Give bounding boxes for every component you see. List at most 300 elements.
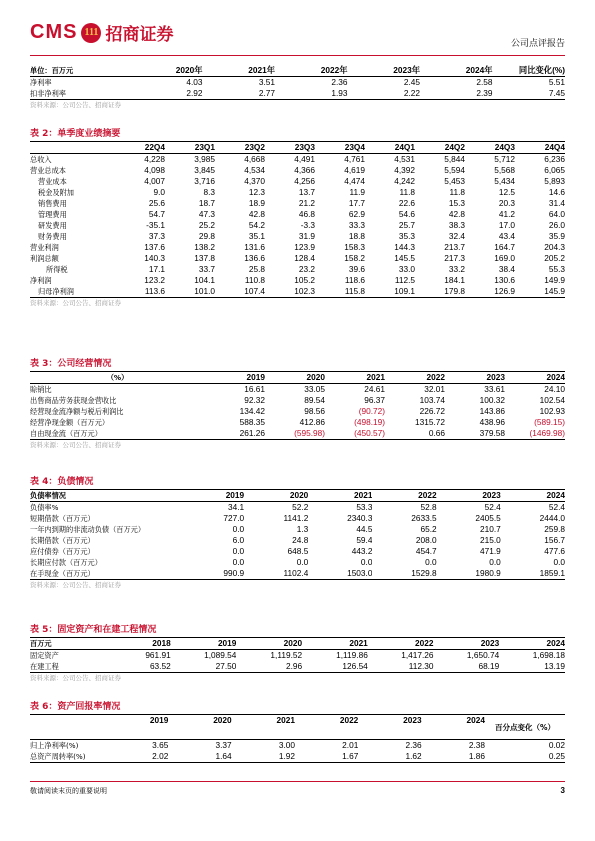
- table-cell: 4,534: [244, 165, 265, 175]
- table-cell: 727.0: [223, 513, 245, 523]
- table-cell: (1469.98): [505, 428, 565, 440]
- table-cell: 1.3: [296, 524, 309, 534]
- table-cell: 1315.72: [415, 417, 445, 427]
- table-cell: 12.5: [498, 187, 515, 197]
- table-cell: 11.9: [349, 187, 365, 197]
- column-header: 2021: [302, 638, 368, 650]
- column-header: 24Q3: [465, 142, 515, 154]
- table-row: [30, 77, 565, 89]
- table-cell: 4,491: [294, 154, 315, 164]
- table-cell: 44.5: [356, 524, 373, 534]
- column-header: 2023: [434, 638, 500, 650]
- column-header: 同比变化(%): [493, 65, 566, 77]
- table-cell: (589.15): [534, 417, 565, 427]
- net-margin-section: [30, 65, 565, 111]
- table-cell: 143.86: [479, 406, 505, 416]
- table-row: [30, 187, 565, 198]
- column-header: 2023: [358, 715, 421, 740]
- column-header: 2021: [325, 372, 385, 384]
- table-cell: 33.2: [448, 264, 465, 274]
- table-cell: 55.3: [548, 264, 565, 274]
- column-header: 23Q2: [215, 142, 265, 154]
- column-header: [30, 715, 105, 740]
- liabilities-table: [30, 489, 565, 580]
- table-cell: (498.19): [354, 417, 385, 427]
- table-cell: 25.8: [248, 264, 265, 274]
- table-cell: 438.96: [479, 417, 505, 427]
- source-note: 资料来源：公司公告、招商证券: [30, 101, 121, 109]
- table-cell: 26.0: [548, 220, 565, 230]
- table-cell: 0.0: [296, 557, 309, 567]
- table-cell: 2.39: [420, 88, 493, 100]
- table-cell: 123.9: [294, 242, 315, 252]
- table-cell: 204.3: [544, 242, 565, 252]
- table-cell: 3,845: [194, 165, 215, 175]
- row-label: 出售商品劳务获现金营收比: [30, 396, 117, 405]
- liabilities-section: [30, 476, 565, 591]
- column-header: 单位：百万元: [30, 65, 130, 77]
- column-header: 2020: [168, 715, 231, 740]
- table-cell: 104.1: [194, 275, 215, 285]
- table-cell: 5,453: [444, 176, 465, 186]
- net-margin-table: [30, 65, 565, 100]
- fixed-assets-section: [30, 624, 565, 684]
- table-cell: 1.62: [358, 751, 421, 763]
- table-cell: 35.3: [398, 231, 415, 241]
- table-cell: (595.98): [265, 428, 325, 440]
- table-cell: 33.0: [398, 264, 415, 274]
- table-cell: 2.77: [203, 88, 276, 100]
- column-header: 24Q1: [365, 142, 415, 154]
- table-title: 表 6：资产回报率情况: [30, 702, 121, 712]
- table-cell: 47.3: [198, 209, 215, 219]
- column-header: 2019: [105, 715, 168, 740]
- column-header: [30, 142, 115, 154]
- logo-chinese-name: 招商证券: [105, 25, 174, 45]
- table-cell: 109.1: [365, 286, 415, 298]
- table-cell: 102.93: [539, 406, 565, 416]
- column-header: 2020: [244, 490, 308, 502]
- table-cell: 126.54: [302, 661, 368, 673]
- table-cell: 14.6: [548, 187, 565, 197]
- row-label: 经营净现金额（百万元）: [30, 418, 110, 427]
- table-cell: 1,417.26: [401, 650, 434, 660]
- table-cell: 588.35: [239, 417, 265, 427]
- table-cell: 65.2: [420, 524, 437, 534]
- column-header: 22Q4: [115, 142, 165, 154]
- table-cell: 184.1: [444, 275, 465, 285]
- table-cell: 12.3: [248, 187, 265, 197]
- table-cell: 0.0: [425, 557, 437, 567]
- table-cell: 18.7: [198, 198, 215, 208]
- row-label: 营业总成本: [30, 166, 66, 175]
- table-cell: 34.1: [228, 502, 245, 512]
- column-header: 2021: [308, 490, 372, 502]
- table-cell: 2.92: [130, 88, 203, 100]
- column-header: 2024: [501, 490, 565, 502]
- table-cell: 6,065: [544, 165, 565, 175]
- row-label: 净利率: [30, 78, 52, 87]
- table-row: [30, 176, 565, 187]
- column-header: 2022: [372, 490, 436, 502]
- table-cell: 138.2: [194, 242, 215, 252]
- column-header: 2023: [445, 372, 505, 384]
- operations-table: [30, 371, 565, 440]
- column-header: 2019: [171, 638, 237, 650]
- row-label: 营业利润: [30, 243, 59, 252]
- table-cell: 52.4: [548, 502, 565, 512]
- table-cell: 4,761: [344, 154, 365, 164]
- table-cell: 92.32: [244, 395, 265, 405]
- table-cell: 2.36: [405, 740, 422, 750]
- roa-table: [30, 714, 565, 763]
- table-cell: 259.8: [544, 524, 565, 534]
- table-cell: 112.30: [368, 661, 434, 673]
- logo-text: CMS: [30, 21, 78, 43]
- column-header: 2020: [265, 372, 325, 384]
- column-header: 2019: [180, 490, 244, 502]
- table-cell: (450.57): [325, 428, 385, 440]
- table-cell: 31.4: [548, 198, 565, 208]
- table-cell: 42.8: [248, 209, 265, 219]
- table-row: [30, 513, 565, 524]
- source-note: 资料来源：公司公告、招商证券: [30, 299, 121, 307]
- table-cell: 107.4: [215, 286, 265, 298]
- table-row: [30, 524, 565, 535]
- table-cell: 53.3: [356, 502, 373, 512]
- table-cell: 25.6: [148, 198, 165, 208]
- table-row: [30, 165, 565, 176]
- table-cell: 98.56: [304, 406, 325, 416]
- column-header: 2019: [205, 372, 265, 384]
- table-cell: 9.0: [153, 187, 165, 197]
- table-cell: 102.3: [265, 286, 315, 298]
- table-cell: 1859.1: [501, 568, 565, 580]
- table-cell: 20.3: [498, 198, 515, 208]
- table-cell: 3.51: [258, 77, 275, 87]
- row-label: 自由现金流（百万元）: [30, 428, 205, 440]
- table-cell: 37.3: [148, 231, 165, 241]
- table-cell: 443.2: [351, 546, 373, 556]
- row-label: 归上净利率(%): [30, 741, 79, 750]
- table-row: [30, 286, 565, 298]
- table-cell: 2340.3: [347, 513, 373, 523]
- table-row: [30, 546, 565, 557]
- table-cell: 89.54: [304, 395, 325, 405]
- table-cell: 5,568: [494, 165, 515, 175]
- table-cell: 2.01: [342, 740, 359, 750]
- row-label: 固定资产: [30, 651, 59, 660]
- row-label: 净利润: [30, 276, 52, 285]
- column-header: 2022年: [275, 65, 348, 77]
- table-cell: 13.7: [298, 187, 315, 197]
- company-logo: [30, 20, 173, 45]
- table-cell: 0.25: [485, 751, 565, 763]
- table-cell: 22.6: [398, 198, 415, 208]
- table-cell: 54.6: [398, 209, 415, 219]
- table-cell: 2.96: [236, 661, 302, 673]
- table-row: [30, 751, 565, 763]
- table-cell: 62.9: [348, 209, 365, 219]
- table-cell: 35.9: [548, 231, 565, 241]
- table-cell: 39.6: [348, 264, 365, 274]
- table-row: [30, 264, 565, 275]
- table-cell: 33.61: [484, 384, 505, 394]
- table-row: [30, 242, 565, 253]
- table-row: [30, 209, 565, 220]
- table-cell: 217.3: [444, 253, 465, 263]
- row-label: 賒销比: [30, 385, 52, 394]
- table-cell: 961.91: [145, 650, 171, 660]
- table-cell: 5,594: [444, 165, 465, 175]
- table-cell: 205.2: [544, 253, 565, 263]
- table-row: [30, 568, 565, 580]
- column-header: 2020: [236, 638, 302, 650]
- table-cell: 8.3: [203, 187, 215, 197]
- table-cell: 38.4: [498, 264, 515, 274]
- table-cell: 23.2: [298, 264, 315, 274]
- table-cell: 4,242: [394, 176, 415, 186]
- footer-rule: [30, 781, 565, 782]
- table-cell: 2633.5: [411, 513, 437, 523]
- table-cell: 2.58: [476, 77, 493, 87]
- table-cell: 63.52: [105, 661, 171, 673]
- table-cell: 0.02: [548, 740, 565, 750]
- table-cell: 41.2: [498, 209, 515, 219]
- table-title: 表 3：公司经营情况: [30, 359, 112, 369]
- table-cell: -35.1: [146, 220, 165, 230]
- row-label: 财务费用: [38, 232, 67, 241]
- row-label: 管理费用: [38, 210, 67, 219]
- column-header: 24Q4: [515, 142, 565, 154]
- table-cell: 156.7: [544, 535, 565, 545]
- table-cell: 1102.4: [244, 568, 308, 580]
- table-cell: 11.8: [399, 187, 415, 197]
- row-label: 负债率%: [30, 503, 59, 512]
- row-label: 营业成本: [38, 177, 67, 186]
- table-cell: 3.37: [215, 740, 232, 750]
- table-cell: 24.10: [544, 384, 565, 394]
- table-cell: 96.37: [364, 395, 385, 405]
- table-cell: 32.01: [424, 384, 445, 394]
- column-header: 2021: [232, 715, 295, 740]
- table-cell: 25.2: [198, 220, 215, 230]
- row-label: 扣非净利率: [30, 88, 130, 100]
- column-header: 2022: [385, 372, 445, 384]
- table-cell: 4,531: [394, 154, 415, 164]
- table-cell: 145.5: [394, 253, 415, 263]
- table-cell: 0.0: [360, 557, 373, 567]
- table-cell: 103.74: [419, 395, 445, 405]
- table-cell: 1.86: [422, 751, 485, 763]
- report-type: 公司点评报告: [510, 39, 565, 49]
- table-cell: 3,985: [194, 154, 215, 164]
- table-cell: 3,716: [194, 176, 215, 186]
- table-cell: 24.61: [364, 384, 385, 394]
- table-cell: 2.45: [403, 77, 420, 87]
- table-cell: 4,392: [394, 165, 415, 175]
- row-label: 应付债券（百万元）: [30, 547, 95, 556]
- table-cell: 149.9: [544, 275, 565, 285]
- column-header: 23Q4: [315, 142, 365, 154]
- table-title: 表 2：单季度业绩摘要: [30, 129, 121, 139]
- row-label: 总收入: [30, 155, 52, 164]
- table-cell: 31.9: [298, 231, 315, 241]
- table-cell: 0.66: [385, 428, 445, 440]
- column-header: 2024: [422, 715, 485, 740]
- table-cell: 179.8: [415, 286, 465, 298]
- table-cell: 35.1: [248, 231, 265, 241]
- table-cell: 101.0: [165, 286, 215, 298]
- table-cell: 29.8: [198, 231, 215, 241]
- table-cell: 1.92: [232, 751, 295, 763]
- header-rule: [30, 55, 565, 56]
- table-cell: 25.7: [398, 220, 415, 230]
- table-row: [30, 502, 565, 514]
- table-cell: 137.8: [194, 253, 215, 263]
- row-label: 一年内到期的非流动负债（百万元）: [30, 525, 146, 534]
- table-cell: 164.7: [494, 242, 515, 252]
- table-cell: 0.0: [232, 557, 245, 567]
- table-cell: 42.8: [448, 209, 465, 219]
- table-cell: 145.9: [515, 286, 565, 298]
- table-cell: 2405.5: [475, 513, 501, 523]
- table-row: [30, 535, 565, 546]
- table-cell: 2.36: [331, 77, 348, 87]
- table-row: [30, 384, 565, 396]
- table-cell: 1.67: [295, 751, 358, 763]
- table-cell: 68.19: [434, 661, 500, 673]
- row-label: 经营现金流净额与税后利润比: [30, 407, 124, 416]
- table-row: [30, 395, 565, 406]
- table-cell: 7.45: [493, 88, 566, 100]
- row-label: 研发费用: [38, 221, 67, 230]
- table-row: [30, 557, 565, 568]
- column-header: 24Q2: [415, 142, 465, 154]
- table-cell: 215.0: [480, 535, 501, 545]
- table-row: [30, 428, 565, 440]
- table-cell: 4,366: [294, 165, 315, 175]
- row-label: 长期应付款（百万元）: [30, 558, 102, 567]
- table-cell: 1529.8: [372, 568, 436, 580]
- column-header: 2021年: [203, 65, 276, 77]
- table-cell: 16.61: [244, 384, 265, 394]
- column-header: 2022: [368, 638, 434, 650]
- table-cell: 3.00: [278, 740, 295, 750]
- table-cell: 648.5: [287, 546, 309, 556]
- table-cell: 1980.9: [437, 568, 501, 580]
- table-cell: 17.7: [348, 198, 365, 208]
- table-cell: 4,256: [294, 176, 315, 186]
- table-cell: 477.6: [544, 546, 565, 556]
- table-cell: 261.26: [205, 428, 265, 440]
- table-cell: 4,228: [144, 154, 165, 164]
- table-cell: 5,712: [494, 154, 515, 164]
- table-cell: 100.32: [479, 395, 505, 405]
- table-cell: 1,650.74: [466, 650, 500, 660]
- column-header: 2018: [105, 638, 171, 650]
- table-cell: 24.8: [292, 535, 309, 545]
- table-cell: 140.3: [144, 253, 165, 263]
- table-cell: 113.6: [115, 286, 165, 298]
- table-cell: 5,893: [544, 176, 565, 186]
- table-cell: 1503.0: [308, 568, 372, 580]
- source-note: 资料来源：公司公告、招商证券: [30, 581, 121, 589]
- table-cell: 210.7: [480, 524, 501, 534]
- disclaimer-note: 敬请阅读末页的重要说明: [30, 787, 107, 795]
- table-cell: 17.0: [498, 220, 515, 230]
- table-cell: 21.2: [298, 198, 315, 208]
- column-header: 23Q1: [165, 142, 215, 154]
- table-cell: 128.4: [294, 253, 315, 263]
- table-cell: 4,619: [344, 165, 365, 175]
- column-header: 2022: [295, 715, 358, 740]
- table-cell: 471.9: [480, 546, 501, 556]
- table-cell: 169.0: [494, 253, 515, 263]
- table-cell: 130.6: [494, 275, 515, 285]
- table-cell: 4,474: [344, 176, 365, 186]
- column-header: 23Q3: [265, 142, 315, 154]
- table-cell: 5,434: [494, 176, 515, 186]
- table-cell: 226.72: [419, 406, 445, 416]
- table-cell: 2444.0: [539, 513, 565, 523]
- table-cell: -3.3: [300, 220, 315, 230]
- table-cell: 52.2: [292, 502, 309, 512]
- table-cell: 4,098: [144, 165, 165, 175]
- table-cell: (90.72): [358, 406, 385, 416]
- table-cell: 59.4: [356, 535, 373, 545]
- table-cell: 1.93: [275, 88, 348, 100]
- table-cell: 54.7: [148, 209, 165, 219]
- column-header: 2024: [505, 372, 565, 384]
- column-header: 2024: [499, 638, 565, 650]
- table-cell: 2.02: [105, 751, 168, 763]
- table-row: [30, 88, 565, 100]
- quarterly-summary-table: [30, 141, 565, 298]
- table-cell: 123.2: [144, 275, 165, 285]
- table-cell: 1,089.54: [204, 650, 237, 660]
- row-label: 利润总额: [30, 254, 59, 263]
- table-row: [30, 220, 565, 231]
- table-cell: 3.65: [152, 740, 169, 750]
- table-cell: 46.8: [298, 209, 315, 219]
- table-cell: 1.64: [168, 751, 231, 763]
- table-cell: 17.1: [148, 264, 165, 274]
- quarterly-summary-section: [30, 128, 565, 309]
- table-cell: 990.9: [180, 568, 244, 580]
- row-label: 所得税: [46, 265, 68, 274]
- table-row: [30, 253, 565, 264]
- table-cell: 0.0: [232, 524, 245, 534]
- roa-section: [30, 701, 565, 763]
- column-header: 2024年: [420, 65, 493, 77]
- table-cell: 0.0: [553, 557, 565, 567]
- table-cell: 54.2: [248, 220, 265, 230]
- table-cell: 131.6: [244, 242, 265, 252]
- table-cell: 27.50: [171, 661, 237, 673]
- table-row: [30, 417, 565, 428]
- table-title: 表 4：负债情况: [30, 477, 94, 487]
- table-row: [30, 231, 565, 242]
- table-cell: 158.3: [344, 242, 365, 252]
- table-row: [30, 740, 565, 752]
- column-header: 百万元: [30, 638, 105, 650]
- table-cell: 412.86: [299, 417, 325, 427]
- operations-section: [30, 358, 565, 451]
- table-cell: 137.6: [144, 242, 165, 252]
- table-cell: 52.8: [420, 502, 437, 512]
- table-cell: 454.7: [415, 546, 437, 556]
